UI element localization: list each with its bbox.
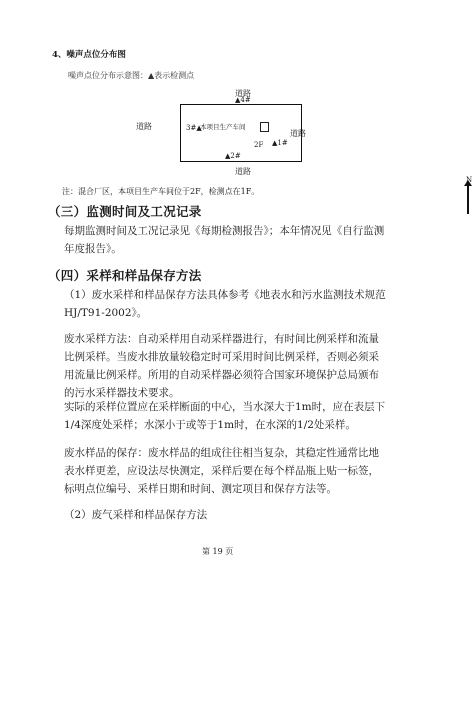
sampling-method-heading: （四）采样和样品保存方法 [48,268,202,283]
noise-section-title: 4、噪声点位分布图 [52,50,126,60]
monitoring-time-heading: （三）监测时间及工况记录 [48,204,202,219]
sample-storage-paragraph: 废水样品的保存：废水样品的组成往往相当复杂，其稳定性通常比地表水样更差，应设法尽快测定，采样后要在每个样品瓶上贴一标签，标明点位编号、采样日期和时间、测定项目和保存方法等。 [64,447,379,495]
diagram-note: 注：混合厂区，本项目生产车间位于2F，检测点在1F。 [62,187,260,196]
road-left-label: 道路 [136,122,152,131]
road-top-label: 道路 [235,89,251,98]
exhaust-sampling-item: （2）废气采样和样品保存方法 [64,509,208,521]
noise-point-diagram [100,84,410,194]
road-right-label: 道路 [290,129,306,138]
wastewater-reference-item: （1）废水采样和样品保存方法具体参考《地表水和污水监测技术规范HJ/T91-2002》。 [64,289,386,319]
monitoring-time-paragraph: 每期监测时间及工况记录见《每期检测报告》；本年情况见《自行监测年度报告》。 [64,225,385,255]
wastewater-sampling-method: 废水采样方法：自动采样用自动采样器进行，有时间比例采样和流量比例采样。当废水排放量较稳定时可采用时间比例采样，否则必须采用流量比例采样。所用的自动采样器必须符合国家环境保护总局颁布的污水采样器技术要求。 [64,333,379,399]
monitoring-point-3: 3#▲ [186,124,202,132]
diagram-legend: 噪声点位分布示意图：▲表示检测点 [68,71,195,80]
door-symbol [260,122,269,132]
floor-label: 2F [254,141,264,149]
page-number: 第 19 页 [202,547,234,556]
sampling-location-paragraph: 实际的采样位置应在采样断面的中心，当水深大于1m时，应在表层下1/4深度处采样；水深小于或等于1m时，在水深的1/2处采样。 [64,401,386,431]
workshop-outline [180,104,302,162]
monitoring-point-2: ▲2# [225,152,241,160]
monitoring-point-4: ▲4# [235,96,251,104]
workshop-label: 本项目生产车间 [200,123,246,131]
north-arrow-icon [467,184,469,214]
road-bottom-label: 道路 [235,167,251,176]
monitoring-point-1: ▲1# [272,139,288,147]
